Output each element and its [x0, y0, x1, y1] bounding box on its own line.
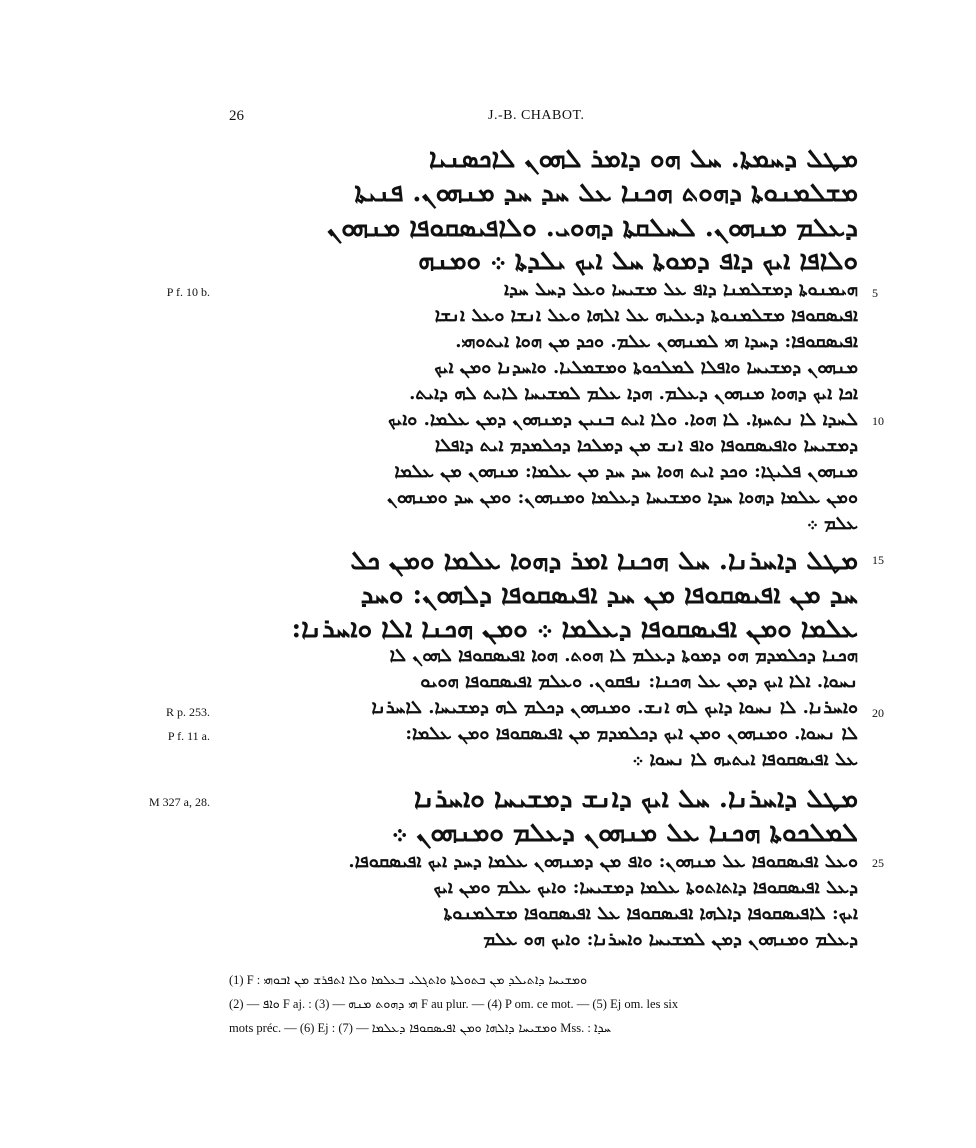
- text-line: ܕܥܠ ܐܦܝܣܩܘܦܐ ܕܐܬܐܬܘܬܐ ܥܠܡܐ ܕܡܫܝܚܐ: ܘܐܝܟ ܥܠܡ ܘܡܢ ܐܝܟ: [433, 877, 858, 898]
- text-line: ܠܚܕܐ ܠܐ ܢܬܚܙܐ. ܠܐ ܗܘܐ. ܘܠܐ ܐܝܬ ܒܢܝܢ ܕܡܢܗܘܢ ܕܡܢ ܥܠܡܐ. ܘܐܝܟ: [387, 409, 858, 430]
- footnote-label: (1) F :: [229, 973, 261, 987]
- text-line: ܐܦܝܣܩܘܦܐ ܡܫܠܡܢܘܬܐ ܕܥܠܝܗ ܥܠ ܐܠܗܐ ܘܥܠ ܐܢܫܐ ܘܥܠ ܐܢܫܐ: [434, 305, 858, 326]
- text-line: ܐܦܝܣܩܘܦܐ: ܕܚܕܐ ܗܝ ܠܡܢܗܘܢ ܥܠܡ. ܘܟܕ ܡܢ ܗܘܐ ܐܝܬܘܗܝ.: [455, 331, 858, 352]
- text-line: ܡܢܗܘܢ ܕܡܫܝܚܐ ܘܐܦܠܐ ܠܡܠܟܘܬܐ ܘܡܫܡܠܝܐ. ܘܐܚܕܢܐ ܘܡܢ ܐܝܟ: [434, 357, 858, 378]
- text-line: ܠܡܠܟܘܬܐ ܗܟܢܐ ܥܠ ܡܢܗܘܢ ܕܥܠܡ ܘܡܢܗܘܢ ܀: [391, 818, 858, 848]
- footnote-syriac: ܚܕܐ: [593, 1020, 612, 1035]
- text-line: ܥܠܡܐ ܘܡܢ ܐܦܝܣܩܘܦܐ ܕܥܠܡܐ ܀ ܘܡܢ ܗܟܢܐ ܐܠܐ ܘܐܚܪܢܐ:: [291, 614, 858, 644]
- footnotes: [229, 968, 861, 1040]
- footnote-text: — (2) F aj. :: [229, 997, 312, 1011]
- line-number: 20: [872, 706, 884, 720]
- text-line: ܗܟܢܐ ܕܟܠܡܕܡ ܗܘ ܕܡܘܬܐ ܕܥܠܡ ܠܐ ܗܘܬ. ܗܘܐ ܐܦܝܣܩܘܦܐ ܠܗܘܢ ܠܐ: [389, 645, 858, 666]
- footnote-syriac: ܘܡܫܝܚܐ ܕܐܠܗܐ ܘܡܢ ܐܦܝܣܩܘܦܐ ܕܥܠܡܐ: [371, 1020, 558, 1035]
- text-line: ܐܝܟ: ܠܐܦܝܣܩܘܦܐ ܕܐܠܗܐ ܐܦܝܣܩܘܦܐ ܥܠ ܐܦܝܣܩܘܦܐ ܡܫܠܡܢܘܬܐ: [443, 903, 858, 924]
- footnote-text: — (3) F au plur. — (4) P om. ce mot. — (5) Ej om. les six: [314, 997, 679, 1011]
- footnote-line: [229, 1016, 861, 1040]
- margin-note-left: R p. 253.: [165, 705, 210, 719]
- text-line: ܕܥܠܡ ܘܡܢܗܘܢ ܕܡܢ ܠܡܫܝܚܐ ܘܐܚܪܢܐ: ܘܐܝܟ ܗܘ ܥܠܡ: [483, 929, 858, 950]
- text-line: ܕܥܠܡ ܡܢܗܘܢ. ܠܚܠܩܬܐ ܕܗܘܝ. ܘܠܐܦܝܣܩܘܦܐ ܡܢܗܘܢ: [327, 213, 858, 243]
- footnote-text: — (7) Mss. :: [338, 1021, 591, 1035]
- line-number: 25: [872, 856, 884, 870]
- running-title: J.-B. CHABOT.: [488, 108, 585, 123]
- text-line: ܡܛܠ ܕܐܚܪܢܐ. ܚܠ ܐܝܟ ܕܐܢܫ ܕܡܫܝܚܐ ܘܐܚܪܢܐ: [413, 784, 858, 814]
- text-line: ܘܐܚܪܢܐ. ܠܐ ܢܚܘܐ ܕܐܝܟ ܠܗ ܐܢܫ. ܘܡܢܗܘܢ ܕܟܠܡ ܠܗ ܕܡܫܝܚܐ. ܠܐܚܪܢܐ: [371, 697, 858, 718]
- footnote-syriac: ܗܝ ܕܗܘܬ ܡܢܗ: [348, 996, 418, 1011]
- text-line: ܗܝܡܢܘܬܐ ܕܡܫܠܡܢܐ ܕܐܦ ܥܠ ܡܫܝܚܐ ܘܥܠ ܕܚܠ ܚܕܐ: [503, 279, 858, 300]
- text-line: ܥܠ ܐܦܝܣܩܘܦܐ ܐܝܬܝܗ ܠܐ ܢܚܘܐ ܀: [632, 749, 858, 770]
- footnote-syriac: ܘܐܦ: [262, 996, 280, 1011]
- footnote-line: [229, 968, 861, 992]
- text-line: ܘܠܐܦܐ ܐܝܟ ܕܐܦ ܕܡܘܬܐ ܚܠ ܐܝܟ ܝܠܕܬܐ ܀ ܘܡܢܗ: [418, 246, 858, 276]
- page-number: 26: [229, 108, 244, 124]
- text-line: ܘܡܢ ܥܠܡܐ ܕܗܘܐ ܚܕܐ ܘܡܫܝܚܐ ܕܥܠܡܐ ܘܡܢܗܘܢ: ܘܡܢ ܚܕ ܘܡܢܗܘܢ: [387, 487, 858, 508]
- line-number: 15: [872, 553, 884, 567]
- line-number: 5: [872, 286, 878, 300]
- text-line: ܥܠܡ ܀: [806, 513, 858, 534]
- text-line: ܕܡܫܝܚܐ ܘܐܦܝܣܩܘܦܐ ܘܐܦ ܐܢܫ ܡܢ ܕܡܠܟܐ ܕܟܠܡܕܡ ܐܝܬ ܕܐܦܠܐ: [434, 435, 858, 456]
- text-line: ܚܕ ܡܢ ܐܦܝܣܩܘܦܐ ܡܢ ܚܕ ܐܦܝܣܩܘܦܐ ܕܠܗܘܢ: ܘܚܕ: [360, 580, 858, 610]
- text-line: ܢܚܘܐ. ܐܠܐ ܐܝܟ ܕܡܢ ܥܠ ܗܟܢܐ: ܢܦܩܘܢ. ܘܥܠܡ ܐܦܝܣܩܘܦܐ ܗܘܝܘ: [420, 671, 858, 692]
- text-line: ܡܛܠ ܕܐܚܪܢܐ. ܚܠ ܗܟܢܐ ܐܡܪ ܕܗܘܐ ܥܠܡܐ ܘܡܢ ܟܠ: [350, 546, 858, 576]
- text-line: ܡܛܠ ܕܚܡܬܐ. ܚܠ ܗܘ ܕܐܡܪ ܠܗܘܢ ܠܐܟܣܢܝܐ: [428, 144, 858, 174]
- footnote-text: mots préc. — (6) Ej :: [229, 1021, 336, 1035]
- page-header: [0, 108, 976, 130]
- line-number: 10: [872, 414, 884, 428]
- text-line: ܡܢܗܘܢ ܦܠܝܓܐ: ܘܟܕ ܐܝܬ ܗܘܐ ܚܕ ܚܕ ܡܢ ܥܠܡܐ: ܡܢܗܘܢ ܡܢ ܥܠܡܐ: [394, 461, 858, 482]
- footnote-line: [229, 992, 861, 1016]
- margin-note-left: P f. 10 b.: [166, 285, 210, 299]
- margin-note-left: P f. 11 a.: [167, 729, 210, 743]
- text-line: ܐܟܐ ܐܝܟ ܕܗܘܐ ܡܢܗܘܢ ܕܥܠܡ. ܗܕܐ ܥܠܡ ܠܡܫܝܚܐ ܠܐܝܬ ܠܗ ܕܐܝܬ.: [409, 383, 858, 404]
- footnote-syriac: ܘܡܫܝܚܐ ܕܐܬܝܠܕ ܡܢ ܒܬܘܠܬܐ ܘܐܬܓܠܝ ܒܥܠܡܐ ܘܠܐ ܐܬܦܪܫ ܡܢ ܐܒܘܗܝ: [263, 972, 588, 987]
- text-line: ܡܫܠܡܢܘܬܐ ܕܗܘܬ ܗܟܢܐ ܥܠ ܚܕ ܚܕ ܡܢܗܘܢ. ܦܢܝܬܐ: [354, 178, 858, 208]
- text-line: ܘܥܠ ܐܦܝܣܩܘܦܐ ܥܠ ܡܢܗܘܢ: ܘܐܦ ܡܢ ܕܡܢܗܘܢ ܥܠܡܐ ܕܚܕ ܐܝܟ ܐܦܝܣܩܘܦܐ.: [348, 851, 858, 872]
- text-line: ܠܐ ܢܚܘܐ. ܘܡܢܗܘܢ ܘܡܢ ܐܝܟ ܕܟܠܡܕܡ ܡܢ ܐܦܝܣܩܘܦܐ ܘܡܢ ܥܠܡܐ:: [405, 723, 858, 744]
- margin-note-left: M 327 a, 28.: [149, 795, 210, 809]
